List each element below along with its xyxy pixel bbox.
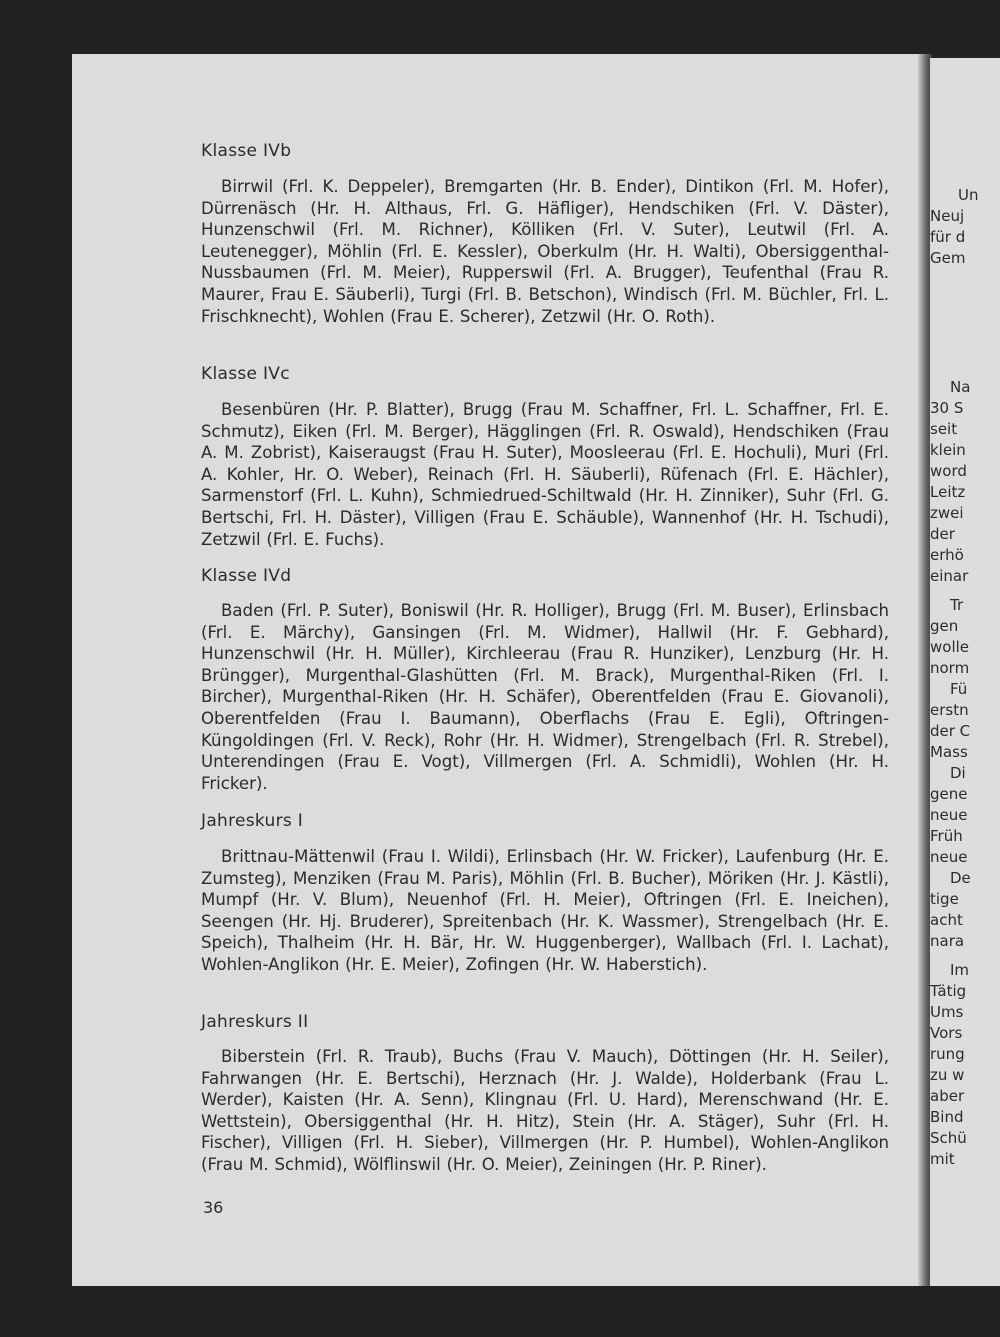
section-body-jahreskurs-i: Brittnau-Mättenwil (Frau I. Wildi), Erlinsbach (Hr. W. Fricker), Laufenburg (Hr. E. Zumsteg), Menziken (Frau M. Paris), Möhlin (Frl. B. Bucher), Möriken (Hr. J. Kästli), Mumpf (Hr. V. Blum), Neuenhof (Frl. H. Meier), Oftringen (Frl. E. Ineichen), Seengen (Hr. Hj. Bruderer), Spreitenbach (Hr. K. Wassmer), Strengelbach (Hr. E. Speich), Thalheim (Hr. H. Bär, Hr. W. Huggenberger), Wallbach (Frl. I. Lachat), Wohlen-Anglikon (Hr. E. Meier), Zofingen (Hr. W. Haberstich). bbox=[201, 847, 889, 974]
right-page-fragment: Neuj bbox=[930, 207, 965, 225]
right-page-fragment: erstn bbox=[930, 701, 969, 719]
right-page-fragment: Di bbox=[950, 764, 966, 782]
right-page-fragment: Vors bbox=[930, 1024, 963, 1042]
right-page-fragment: Fü bbox=[950, 680, 968, 698]
right-page-fragment: einar bbox=[930, 567, 969, 585]
right-page-fragment: Ums bbox=[930, 1003, 964, 1021]
right-page-fragment: neue bbox=[930, 848, 968, 866]
right-page-fragment: norm bbox=[930, 659, 970, 677]
right-page-fragment: Un bbox=[958, 186, 979, 204]
right-page-fragment: zwei bbox=[930, 504, 964, 522]
right-page-fragment: rung bbox=[930, 1045, 965, 1063]
right-page-fragment: erhö bbox=[930, 546, 964, 564]
right-page-fragment: zu w bbox=[930, 1066, 965, 1084]
right-page-fragment: Tätig bbox=[930, 982, 967, 1000]
section-heading-jahreskurs-ii: Jahreskurs II bbox=[201, 1012, 309, 1032]
right-page-fragment: für d bbox=[930, 228, 966, 246]
right-page-fragment: Gem bbox=[930, 249, 966, 267]
section-body-jahreskurs-ii: Biberstein (Frl. R. Traub), Buchs (Frau V. Mauch), Döttingen (Hr. H. Seiler), Fahrwangen (Hr. E. Bertschi), Herznach (Hr. J. Walde), Holderbank (Frau L. Werder), Kaisten (Hr. A. Senn), Klingnau (Frl. U. Hard), Merenschwand (Hr. E. Wettstein), Obersiggenthal (Hr. H. Hitz), Stein (Hr. A. Stäger), Suhr (Frl. H. Fischer), Villigen (Frl. H. Sieber), Villmergen (Hr. P. Humbel), Wohlen-Anglikon (Frau M. Schmid), Wölflinswil (Hr. O. Meier), Zeiningen (Hr. P. Riner). bbox=[201, 1047, 889, 1174]
right-page-fragment: seit bbox=[930, 420, 958, 438]
right-page-fragment: mit bbox=[930, 1150, 955, 1168]
section-heading-klasse-ivc: Klasse IVc bbox=[201, 364, 290, 384]
book-page-right-edge bbox=[930, 58, 1000, 1286]
page-number: 36 bbox=[203, 1198, 224, 1217]
right-page-fragment: Im bbox=[950, 961, 970, 979]
right-page-fragment: Leitz bbox=[930, 483, 966, 501]
section-heading-klasse-ivb: Klasse IVb bbox=[201, 141, 292, 161]
right-page-fragment: Mass bbox=[930, 743, 968, 761]
right-page-fragment: klein bbox=[930, 441, 966, 459]
right-page-fragment: wolle bbox=[930, 638, 970, 656]
right-page-fragment: acht bbox=[930, 911, 963, 929]
right-page-fragment: word bbox=[930, 462, 967, 480]
right-page-fragment: aber bbox=[930, 1087, 965, 1105]
right-page-fragment: Na bbox=[950, 378, 971, 396]
right-page-fragment: gen bbox=[930, 617, 959, 635]
right-page-fragment: der bbox=[930, 525, 955, 543]
right-page-fragment: tige bbox=[930, 890, 959, 908]
section-body-klasse-ivc: Besenbüren (Hr. P. Blatter), Brugg (Frau M. Schaffner, Frl. L. Schaffner, Frl. E. Schmutz), Eiken (Frl. M. Berger), Hägglingen (Frl. R. Oswald), Hendschiken (Frau A. M. Zobrist), Kaiseraugst (Frau H. Suter), Moosleerau (Frl. E. Hochuli), Muri (Frl. A. Kohler, Hr. O. Weber), Reinach (Frl. H. Säuberli), Rüfenach (Frl. E. Hächler), Sarmenstorf (Frl. L. Kuhn), Schmiedrued-Schiltwald (Hr. H. Zinniker), Suhr (Frl. G. Bertschi, Frl. H. Däster), Villigen (Frau E. Schäuble), Wannenhof (Hr. H. Tschudi), Zetzwil (Frl. E. Fuchs). bbox=[201, 400, 889, 549]
right-page-fragment: Früh bbox=[930, 827, 963, 845]
section-heading-jahreskurs-i: Jahreskurs I bbox=[201, 811, 304, 831]
right-page-fragment: 30 S bbox=[930, 399, 964, 417]
section-body-klasse-ivb: Birrwil (Frl. K. Deppeler), Bremgarten (Hr. B. Ender), Dintikon (Frl. M. Hofer), Dürrenäsch (Hr. H. Althaus, Frl. G. Häfliger), Hendschiken (Frl. V. Däster), Hunzenschwil (Frl. M. Richner), Kölliken (Frl. V. Suter), Leutwil (Frl. A. Leutenegger), Möhlin (Frl. E. Kessler), Oberkulm (Hr. H. Walti), Obersiggenthal-Nussbaumen (Frl. M. Meier), Rupperswil (Frl. A. Brugger), Teufenthal (Frau R. Maurer, Frau E. Säuberli), Turgi (Frl. B. Betschon), Windisch (Frl. M. Büchler, Frl. L. Frischknecht), Wohlen (Frau E. Scherer), Zetzwil (Hr. O. Roth). bbox=[201, 177, 889, 326]
right-page-fragment: Schü bbox=[930, 1129, 967, 1147]
right-page-fragment: nara bbox=[930, 932, 965, 950]
right-page-fragment: Tr bbox=[950, 596, 964, 614]
section-heading-klasse-ivd: Klasse IVd bbox=[201, 566, 292, 586]
section-body-klasse-ivd: Baden (Frl. P. Suter), Boniswil (Hr. R. Holliger), Brugg (Frl. M. Buser), Erlinsbach (Frl. E. Märchy), Gansingen (Frl. M. Widmer), Hallwil (Hr. F. Gebhard), Hunzenschwil (Hr. H. Müller), Kirchleerau (Frau R. Hunziker), Lenzburg (Hr. H. Brüngger), Murgenthal-Glashütten (Frl. M. Brack), Murgenthal-Riken (Frl. I. Bircher), Murgenthal-Riken (Hr. H. Schäfer), Oberentfelden (Frau E. Giovanoli), Oberentfelden (Frau I. Baumann), Oberflachs (Frau E. Egli), Oftringen-Küngoldingen (Frl. V. Reck), Rohr (Hr. H. Widmer), Strengelbach (Frl. R. Strebel), Unterendingen (Frau E. Vogt), Villmergen (Frl. A. Schmidli), Wohlen (Hr. H. Fricker). bbox=[201, 601, 889, 793]
right-page-fragment: Bind bbox=[930, 1108, 964, 1126]
right-page-fragment: neue bbox=[930, 806, 968, 824]
right-page-fragment: gene bbox=[930, 785, 968, 803]
right-page-fragment: De bbox=[950, 869, 971, 887]
right-page-fragment: der C bbox=[930, 722, 971, 740]
